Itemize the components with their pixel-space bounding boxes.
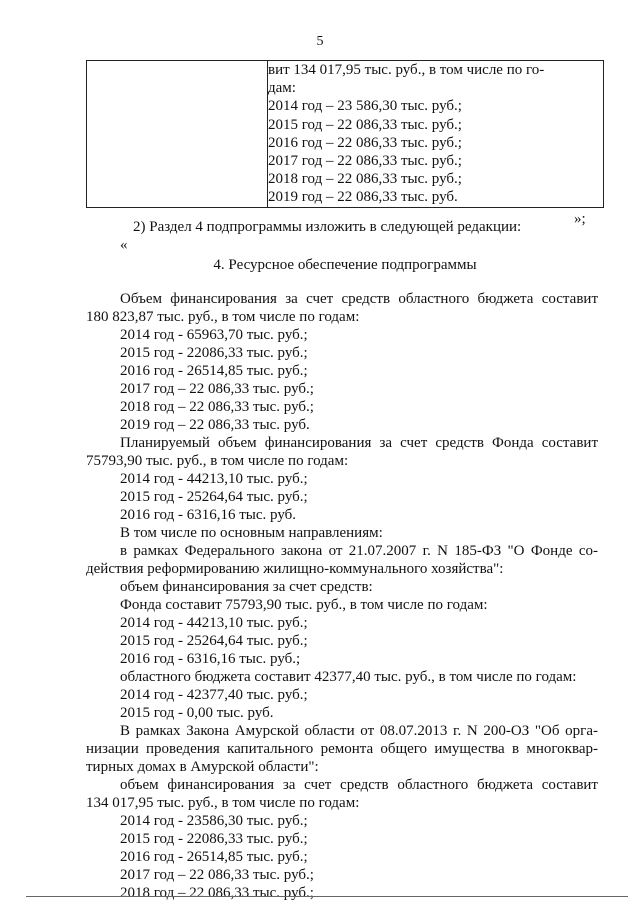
body-line: 2016 год - 26514,85 тыс. руб.; [120,363,308,379]
body-line: действия реформированию жилищно-коммунального хозяйства": [86,561,504,577]
opening-quote: « [120,237,128,253]
body-line: низации проведения капитального ремонта общего имущества в многоквар- [86,741,598,757]
body-line: 2016 год - 26514,85 тыс. руб.; [120,849,308,865]
body-line: В том числе по основным направлениям: [120,525,383,541]
closing-quote: »; [574,211,586,227]
body-line: объем финансирования за счет средств: [120,579,373,595]
body-line: 2016 год - 6316,16 тыс. руб. [120,507,297,523]
body-line: 2016 год - 6316,16 тыс. руб.; [120,651,301,667]
body-line: В рамках Закона Амурской области от 08.07.2013 г. N 200-ОЗ "Об орга- [120,723,598,739]
table-line: 2015 год – 22 086,33 тыс. руб.; [268,116,462,133]
body-line: 2017 год – 22 086,33 тыс. руб.; [120,867,314,883]
section-title: 4. Ресурсное обеспечение подпрограммы [213,257,477,273]
body-line: 134 017,95 тыс. руб., в том числе по годам: [86,795,360,811]
body-line: 2015 год - 25264,64 тыс. руб.; [120,489,308,505]
table-line: 2014 год – 23 586,30 тыс. руб.; [268,98,462,115]
scan-edge-line [26,896,628,897]
body-line: 2014 год - 44213,10 тыс. руб.; [120,471,308,487]
table-line: 2017 год – 22 086,33 тыс. руб.; [268,153,462,170]
body-line: 180 823,87 тыс. руб., в том числе по годам: [86,309,360,325]
body-line: областного бюджета составит 42377,40 тыс. руб., в том числе по годам: [120,669,577,685]
table-line: вит 134 017,95 тыс. руб., в том числе по го- [268,62,545,78]
body-line: в рамках Федерального закона от 21.07.2007 г. N 185-ФЗ "О Фонде со- [120,543,598,559]
page-number: 5 [316,34,324,49]
body-line: Планируемый объем финансирования за счет средств Фонда составит [120,435,598,451]
body-line: 2015 год - 25264,64 тыс. руб.; [120,633,308,649]
body-line: 2015 год - 22086,33 тыс. руб.; [120,831,308,847]
funding-table [86,60,604,208]
body-line: 2018 год – 22 086,33 тыс. руб.; [120,885,314,901]
table-left-cell [87,61,268,208]
table-right-cell [268,61,604,208]
table-line: 2016 год – 22 086,33 тыс. руб.; [268,134,462,151]
body-line: Фонда составит 75793,90 тыс. руб., в том числе по годам: [120,597,488,613]
body-line: тирных домах в Амурской области": [86,759,319,775]
body-line: объем финансирования за счет средств областного бюджета составит [120,777,598,793]
table-line: 2019 год – 22 086,33 тыс. руб. [268,189,458,206]
body-line: 75793,90 тыс. руб., в том числе по годам: [86,453,349,469]
table-line: 2018 год – 22 086,33 тыс. руб.; [268,171,462,188]
body-line: Объем финансирования за счет средств областного бюджета составит [120,291,598,307]
body-line: 2019 год – 22 086,33 тыс. руб. [120,417,310,433]
body-line: 2014 год - 65963,70 тыс. руб.; [120,327,308,343]
table-line: дам: [268,80,296,97]
body-line: 2015 год - 22086,33 тыс. руб.; [120,345,308,361]
body-line: 2017 год – 22 086,33 тыс. руб.; [120,381,314,397]
body-line: 2014 год - 44213,10 тыс. руб.; [120,615,308,631]
body-line: 2018 год – 22 086,33 тыс. руб.; [120,399,314,415]
body-line: 2015 год - 0,00 тыс. руб. [120,705,274,721]
body-line: 2014 год - 23586,30 тыс. руб.; [120,813,308,829]
item-2-text: 2) Раздел 4 подпрограммы изложить в следующей редакции: [133,219,522,235]
body-line: 2014 год - 42377,40 тыс. руб.; [120,687,308,703]
